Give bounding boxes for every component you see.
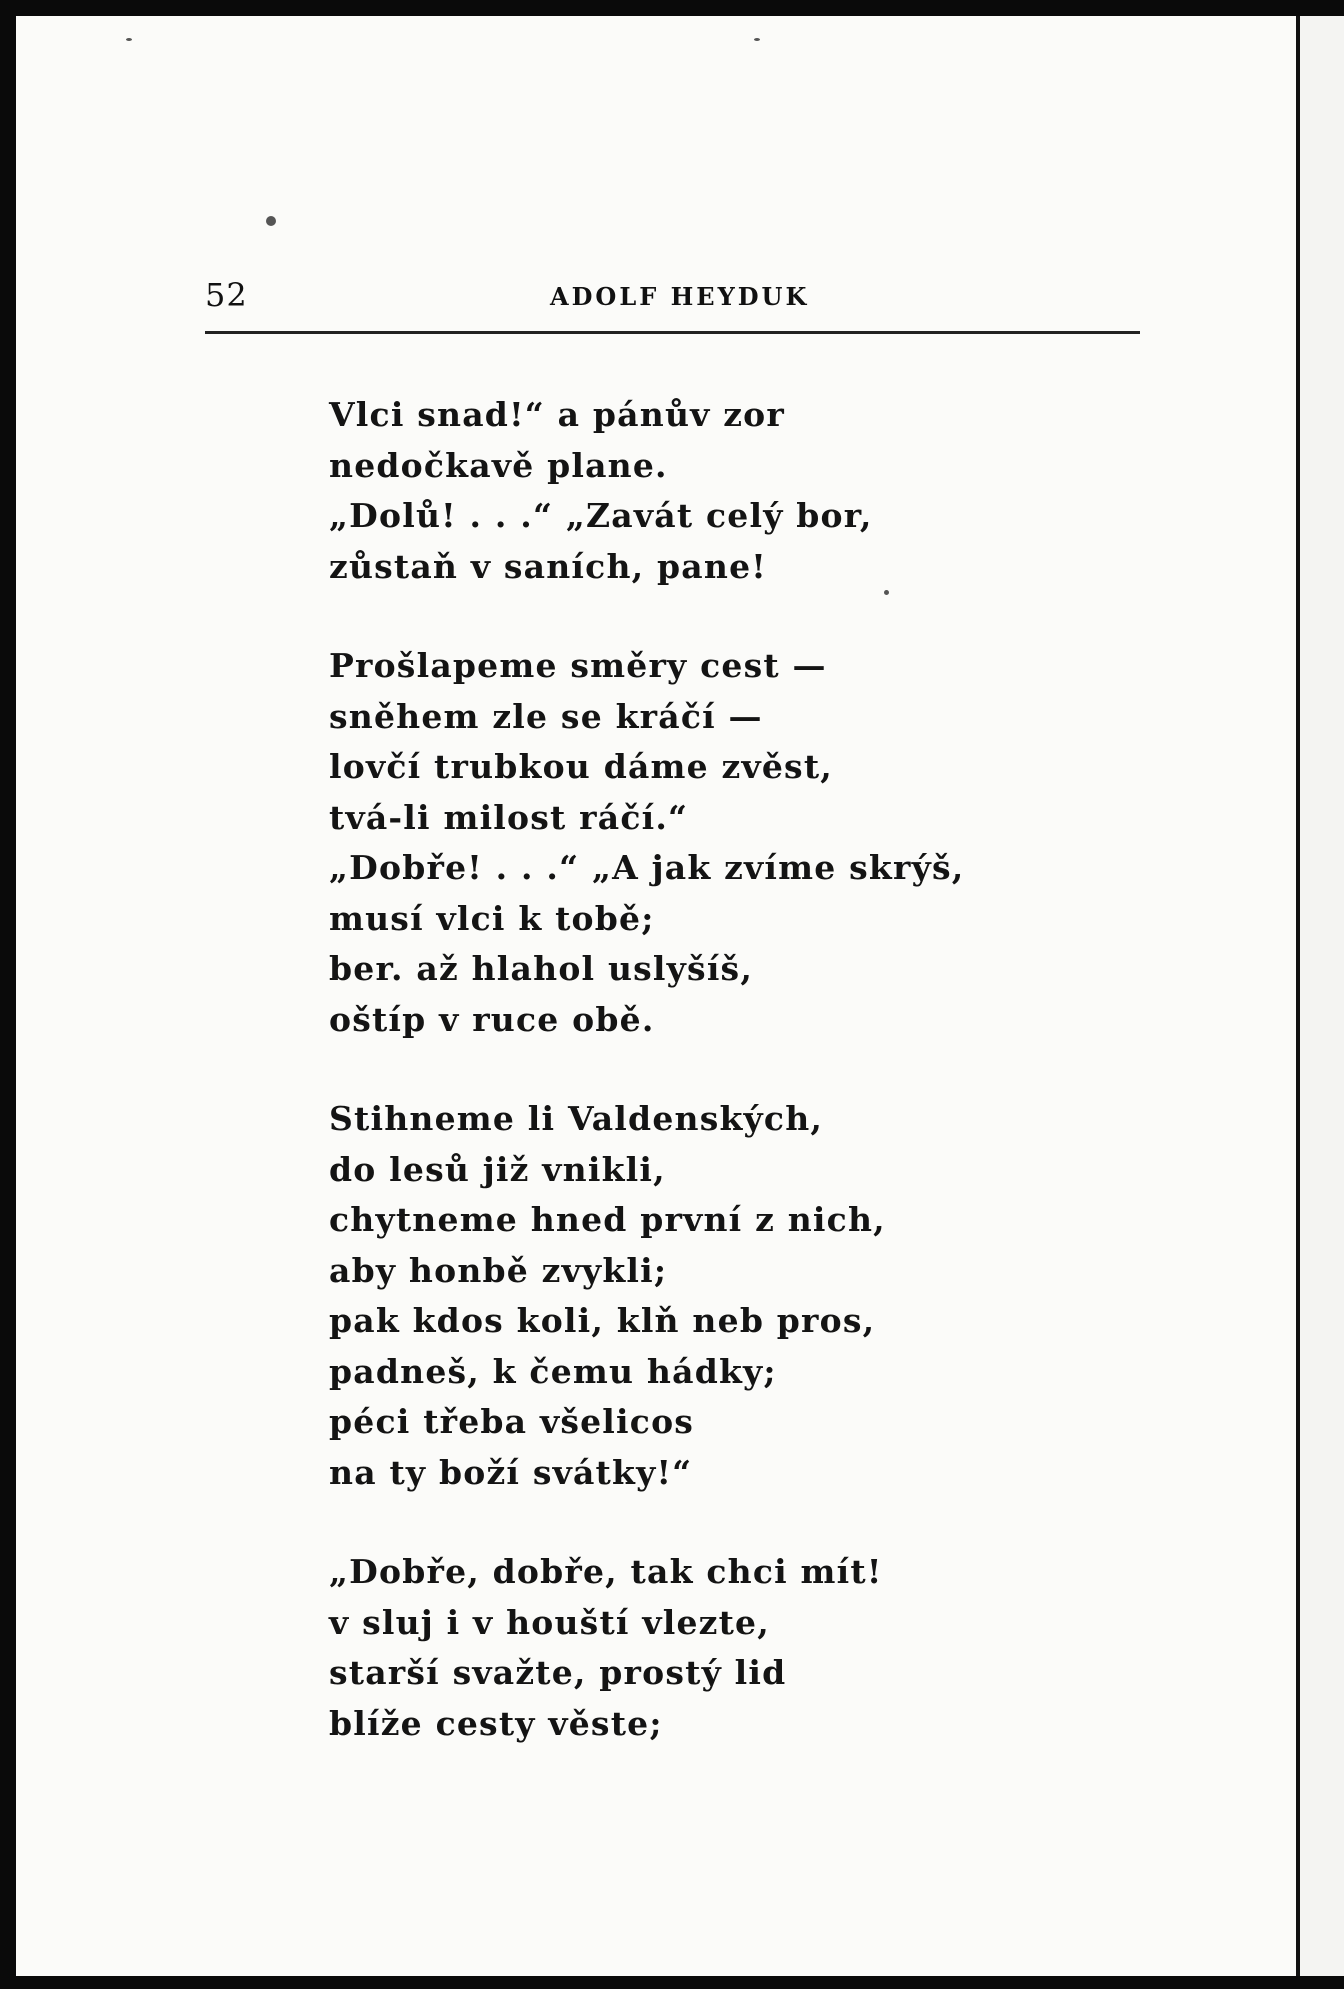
verse-line: oštíp v ruce obě. [329,999,655,1039]
verse-line: nedočkavě plane. [329,445,668,485]
stanza [329,1094,1029,1498]
verse-line: blíže cesty věste; [329,1703,663,1743]
verse-line: sněhem zle se kráčí — [329,696,763,736]
stanza [329,390,1029,592]
verse-line: starší svažte, prostý lid [329,1653,787,1692]
page-header [205,276,1140,330]
verse-line: péci třeba všelicos [329,1402,695,1441]
verse-line: v sluj i v houští vlezte, [329,1602,770,1642]
stanza [329,1547,1029,1749]
verse-line: na ty boží svátky!“ [329,1452,693,1492]
adjacent-page-edge [1296,16,1344,1976]
ink-speck [266,216,276,226]
verse-line: „Dobře! . . .“ „A jak zvíme skrýš, [329,848,965,887]
ink-speck [754,38,760,41]
verse-line: Vlci snad!“ a pánův zor [329,395,785,434]
poem-text [329,390,1029,1798]
verse-line: lovčí trubkou dáme zvěst, [329,747,833,786]
verse-line: Stihneme li Valdenských, [329,1099,824,1138]
verse-line: pak kdos koli, klň neb pros, [329,1301,876,1340]
running-title: ADOLF HEYDUK [550,282,810,311]
verse-line: „Dolů! . . .“ „Zavát celý bor, [329,496,873,535]
verse-line: padneš, k čemu hádky; [329,1351,777,1391]
header-rule [205,331,1140,334]
verse-line: zůstaň v saních, pane! [329,546,767,586]
verse-line: aby honbě zvykli; [329,1250,668,1290]
verse-line: tvá-li milost ráčí.“ [329,797,689,837]
verse-line: chytneme hned první z nich, [329,1200,886,1239]
verse-line: ber. až hlahol uslyšíš, [329,949,754,988]
page-number: 52 [205,276,248,314]
verse-line: Prošlapeme směry cest — [329,646,827,685]
stanza [329,641,1029,1045]
ink-speck [126,38,132,41]
verse-line: do lesů již vnikli, [329,1149,666,1189]
verse-line: musí vlci k tobě; [329,898,655,938]
verse-line: „Dobře, dobře, tak chci mít! [329,1552,883,1591]
